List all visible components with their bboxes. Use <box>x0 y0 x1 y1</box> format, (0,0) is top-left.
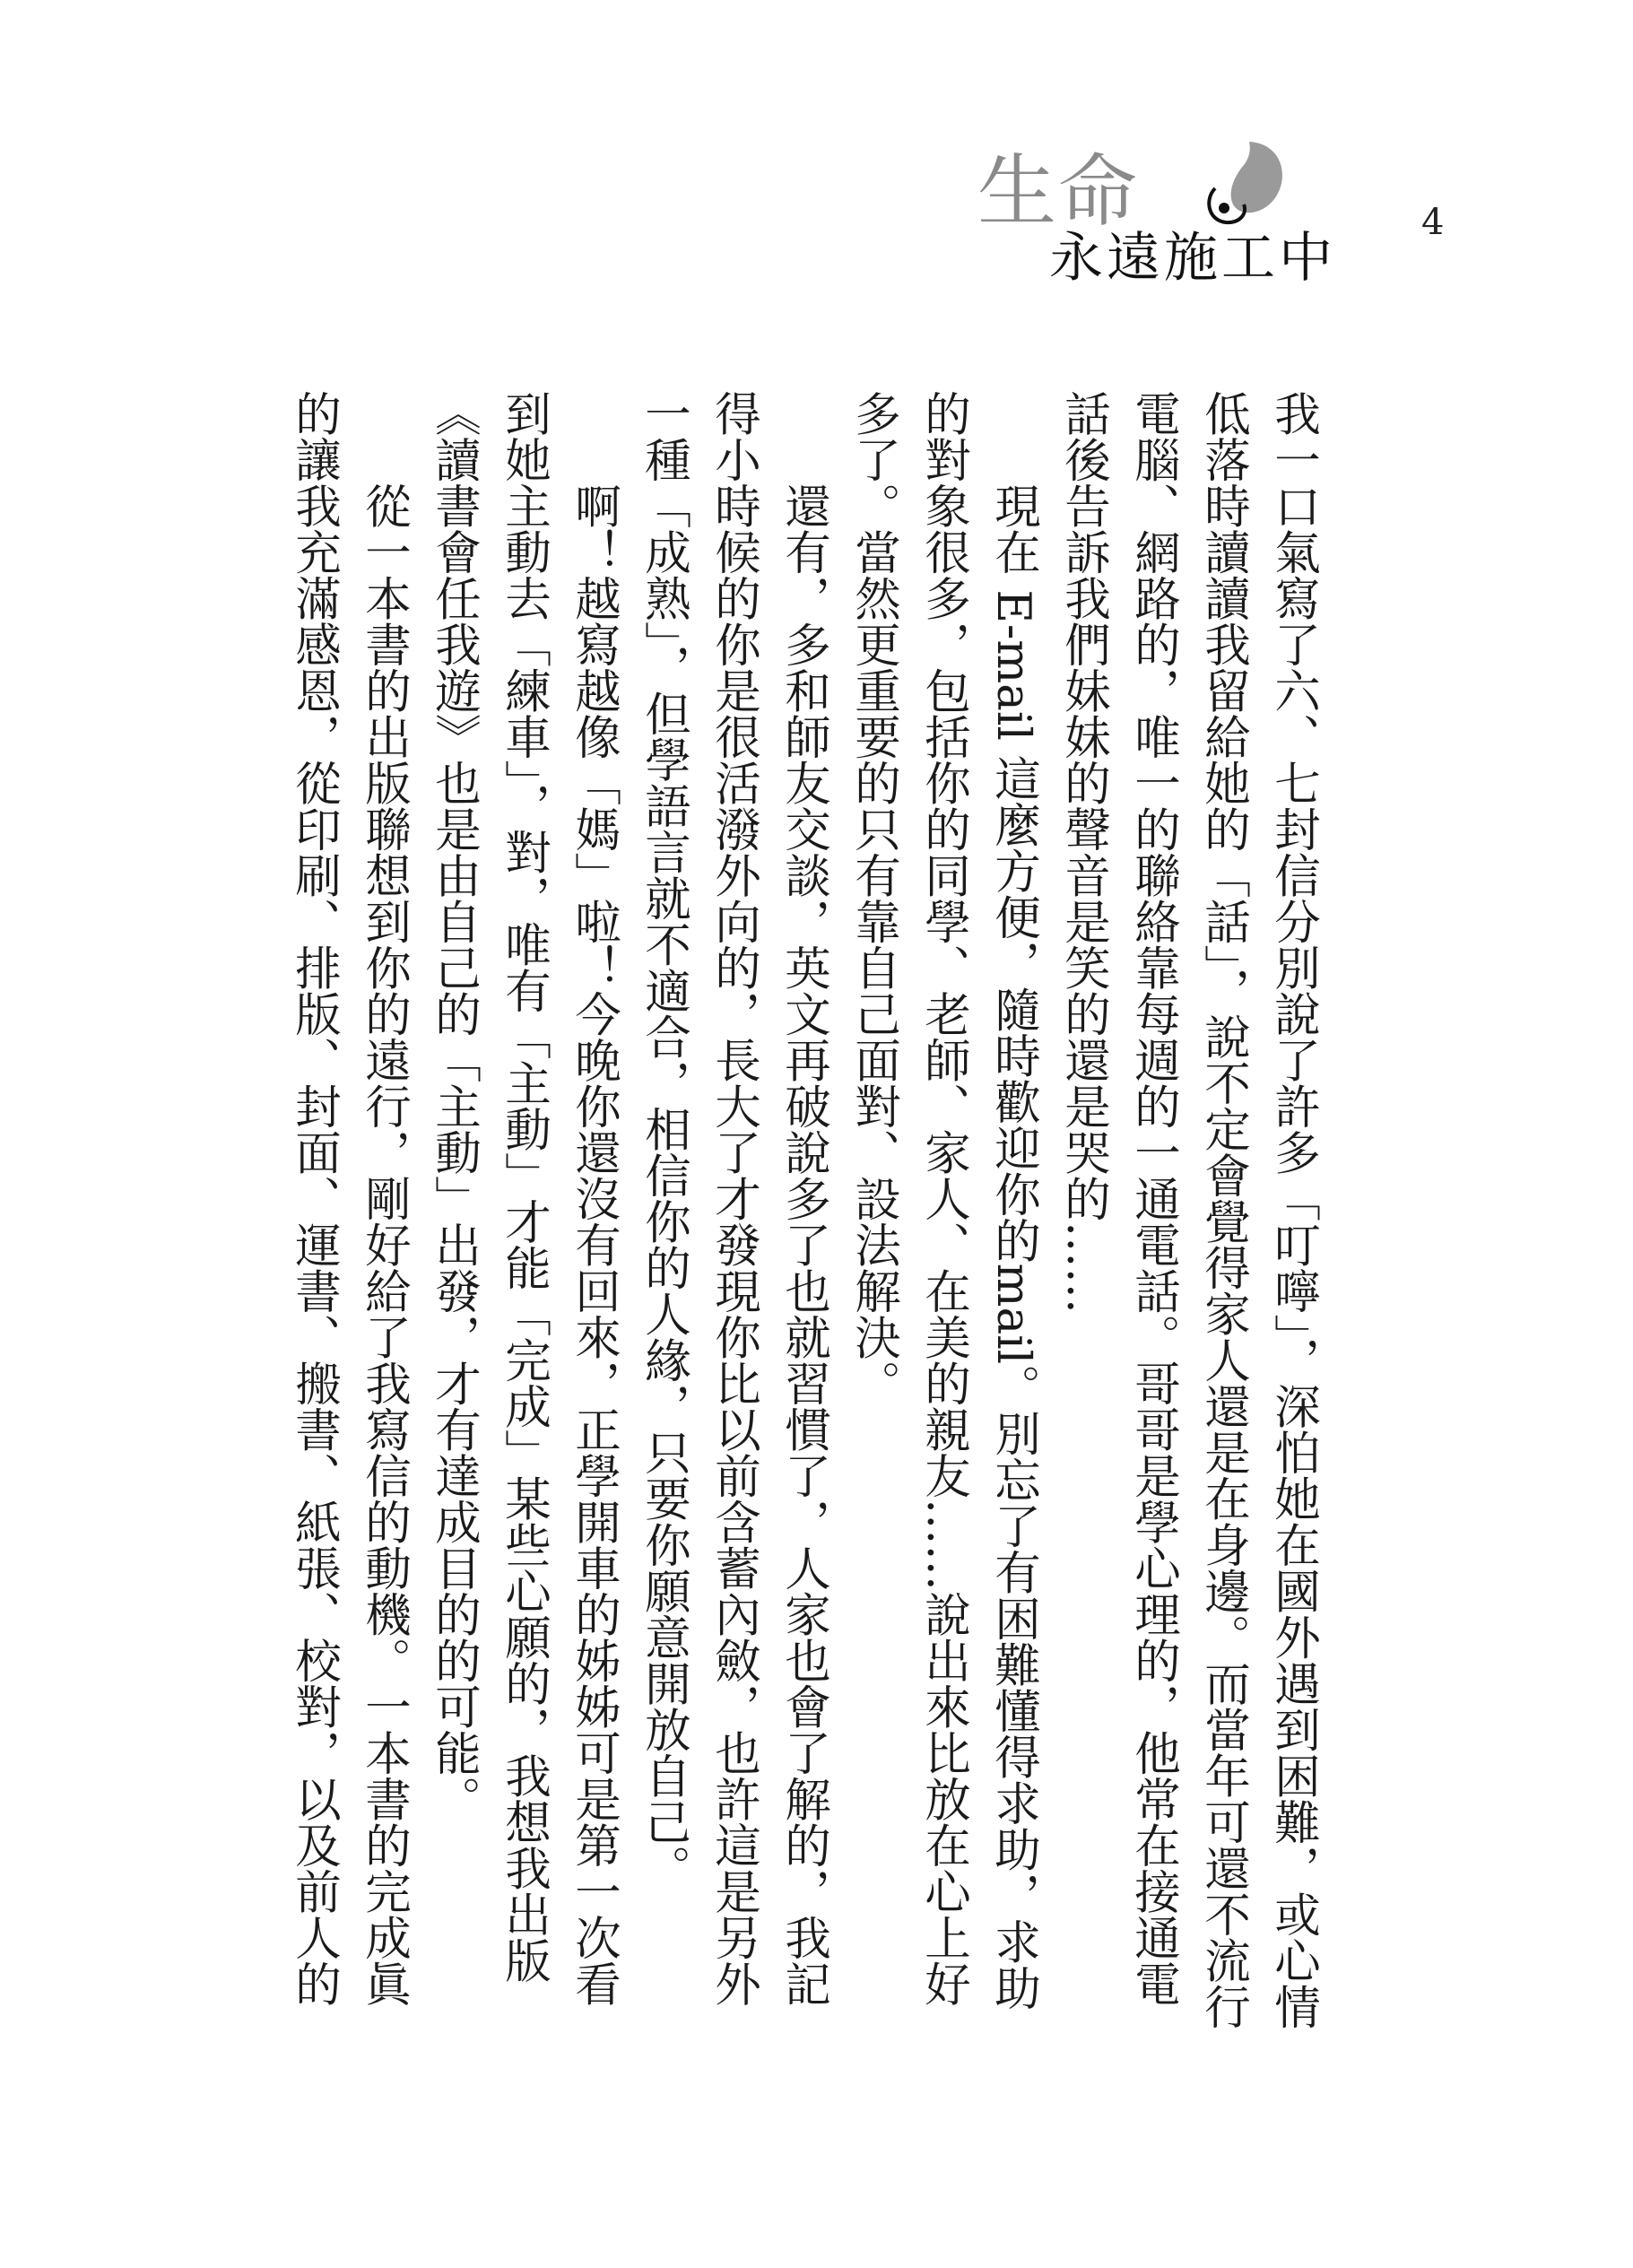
paragraph-4: 啊！越寫越像「媽」啦！今晚你還沒有回來，正學開車的姊姊可是第一次看到她主動去「練車」，對，唯有「主動」才能「完成」某些心願的，我想我出版《讀書會任我遊》也是由自己的「主動」出發，才有達成目的的可能。 <box>427 390 621 2007</box>
paragraph-1: 我一口氣寫了六、七封信分別說了許多「叮嚀」，深怕她在國外遇到困難，或心情低落時讀讀我留給她的「話」，說不定會覺得家人還是在身邊。而當年可還不流行電腦、網路的，唯一的聯絡靠每週的一通電話。哥哥是學心理的，他常在接通電話後告訴我們妹妹的聲音是笑的還是哭的…… <box>1056 390 1320 2030</box>
book-title-sub: 永遠施工中 <box>1049 227 1336 290</box>
paragraph-2: 現在 E-mail 這麼方便，隨時歡迎你的mail。別忘了有困難懂得求助，求助的對象很多，包括你的同學、老師、家人、在美的親友……說出來比放在心上好多了。當然更重要的只有靠自己面對、設法解決。 <box>847 390 1040 2012</box>
page-number: 4 <box>1421 202 1445 243</box>
paragraph-5: 從一本書的出版聯想到你的遠行，剛好給了我寫信的動機。一本書的完成眞的讓我充滿感恩，從印刷、排版、封面、運書、搬書、紙張、校對，以及前人的 <box>287 390 411 2007</box>
leaf-icon <box>1197 135 1296 233</box>
book-title-main: 生命 <box>977 145 1140 238</box>
body-text <box>279 390 1328 2040</box>
book-header <box>969 135 1345 290</box>
paragraph-3: 還有，多和師友交談，英文再破說多了也就習慣了，人家也會了解的，我記得小時候的你是很活潑外向的，長大了才發現你比以前含蓄內斂，也許這是另外一種「成熟」，但學語言就不適合，相信你的人緣，只要你願意開放自己。 <box>637 390 830 2007</box>
